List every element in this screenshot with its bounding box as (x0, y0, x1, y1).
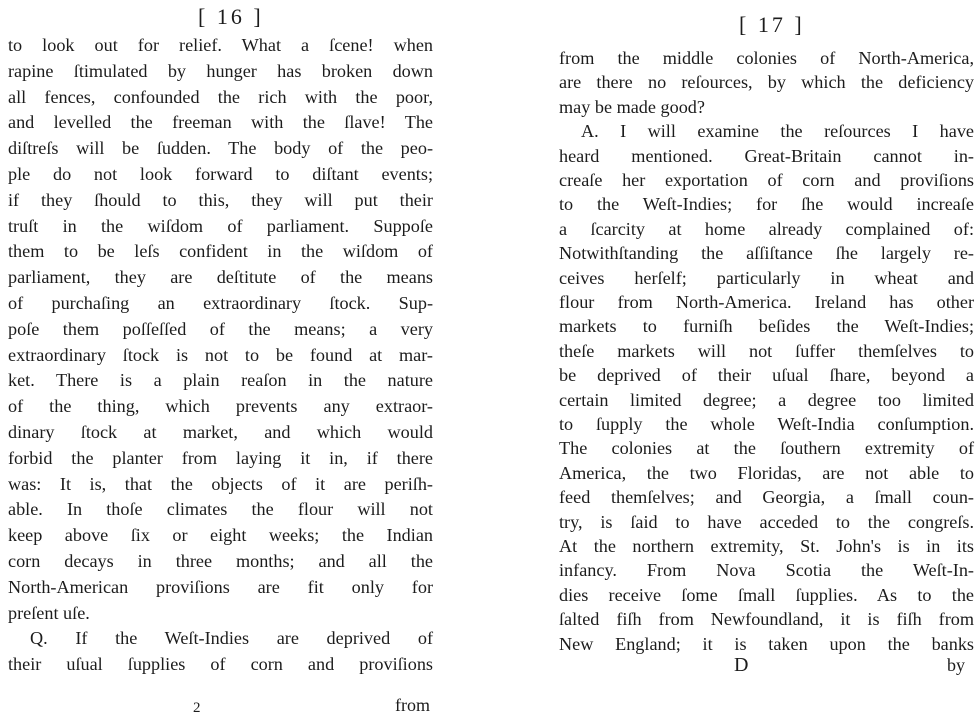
text-line: all fences, confounded the rich with the poor, (8, 86, 433, 107)
text-line: extraordinary ſtock is not to be found at mar- (8, 344, 433, 365)
text-line: to look out for relief. What a ſcene! when (8, 35, 433, 55)
page-number: [ 16 ] (198, 4, 264, 29)
text-line: America, the two Floridas, are not able to (559, 462, 974, 483)
catchword: by (947, 655, 965, 675)
text-line: poſe them poſſeſſed of the means; a very (8, 318, 433, 339)
text-line: them to be leſs confident in the wiſdom of (8, 241, 433, 262)
text-line: Q. If the Weſt-Indies are deprived of (30, 628, 433, 649)
text-line: of the thing, which prevents any extraor- (8, 396, 433, 417)
text-line: and levelled the freeman with the ſlave! The (8, 112, 433, 133)
signature-mark: D (734, 654, 749, 676)
text-line: corn decays in three months; and all the (8, 551, 433, 571)
text-line: ket. There is a plain reaſon in the nature (8, 370, 433, 391)
text-line: theſe markets will not ſuffer themſelves to (559, 340, 974, 361)
signature-mark: 2 (193, 700, 201, 716)
text-line: a ſcarcity at home already complained of: (559, 218, 974, 239)
text-line: preſent uſe. (8, 602, 90, 623)
text-line: may be made good? (559, 96, 705, 117)
text-line: ple do not look forward to diſtant events; (8, 164, 433, 184)
text-line: Notwithſtanding the aſſiſtance ſhe largely re- (559, 243, 974, 264)
text-line: to the Weſt-Indies; for ſhe would increaſe (559, 194, 974, 215)
text-line: forbid the planter from laying it in, if there (8, 447, 433, 468)
text-line: markets to furniſh beſides the Weſt-Indies; (559, 316, 974, 337)
text-line: try, is ſaid to have acceded to the congreſs. (559, 511, 974, 532)
text-line: At the northern extremity, St. John's is in its (559, 536, 974, 556)
right-page (490, 0, 980, 722)
text-line: heard mentioned. Great-Britain cannot in- (559, 145, 974, 166)
text-line: parliament, they are deſtitute of the means (8, 267, 433, 288)
text-line: if they ſhould to this, they will put their (8, 189, 433, 210)
text-line: infancy. From Nova Scotia the Weſt-In- (559, 560, 974, 581)
text-line: dinary ſtock at market, and which would (8, 422, 433, 442)
catchword: from (395, 695, 430, 715)
text-line: diſtreſs will be ſudden. The body of the peo- (8, 138, 433, 159)
text-line: was: It is, that the objects of it are periſh- (8, 473, 433, 494)
text-line: North-American proviſions are fit only for (8, 576, 433, 597)
text-line: certain limited degree; a degree too limited (559, 389, 974, 410)
text-line: feed themſelves; and Georgia, a ſmall coun- (559, 487, 974, 508)
text-line: be deprived of their uſual ſhare, beyond a (559, 365, 974, 386)
left-page (0, 0, 480, 722)
text-line: creaſe her exportation of corn and proviſions (559, 170, 974, 190)
page-number: [ 17 ] (739, 12, 805, 37)
text-line: their uſual ſupplies of corn and proviſions (8, 654, 433, 675)
text-line: of purchaſing an extraordinary ſtock. Sup- (8, 293, 433, 313)
text-line: keep above ſix or eight weeks; the Indian (8, 525, 433, 546)
text-line: flour from North-America. Ireland has other (559, 292, 974, 312)
text-line: A. I will examine the reſources I have (581, 121, 974, 142)
text-line: to ſupply the whole Weſt-India conſumption. (559, 414, 974, 434)
text-line: from the middle colonies of North-America, (559, 48, 974, 68)
text-line: ſalted fiſh from Newfoundland, it is fiſh from (559, 609, 974, 630)
text-line: The colonies at the ſouthern extremity of (559, 438, 974, 459)
text-line: are there no reſources, by which the deficiency (559, 72, 974, 93)
text-line: ceives herſelf; particularly in wheat and (559, 267, 974, 288)
text-line: able. In thoſe climates the flour will not (8, 499, 433, 520)
text-line: New England; it is taken upon the banks (559, 633, 974, 654)
text-line: truſt in the wiſdom of parliament. Suppoſe (8, 215, 433, 236)
text-line: dies receive ſome ſmall ſupplies. As to the (559, 584, 974, 605)
text-line: rapine ſtimulated by hunger has broken down (8, 60, 433, 81)
